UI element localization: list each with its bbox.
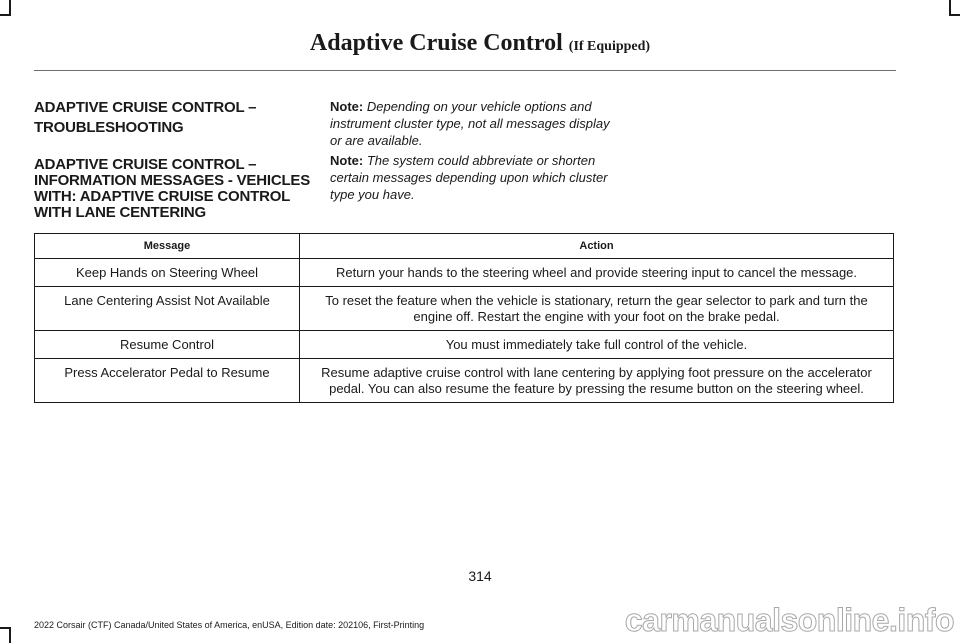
- action-cell: To reset the feature when the vehicle is stationary, return the gear selector to park and turn the engine off. Restart the engine with your foot on the brake pedal.: [300, 287, 894, 331]
- crop-mark-bottom-left-horizontal: [0, 627, 11, 629]
- table-row: [35, 331, 894, 359]
- header-divider: [34, 70, 896, 71]
- message-cell: Lane Centering Assist Not Available: [35, 287, 300, 331]
- note-2-label: Note:: [330, 153, 364, 168]
- table-row: [35, 287, 894, 331]
- message-cell: Resume Control: [35, 331, 300, 359]
- note-1-label: Note:: [330, 99, 364, 114]
- action-cell: You must immediately take full control of the vehicle.: [300, 331, 894, 359]
- crop-mark-top-right-horizontal: [949, 14, 960, 16]
- action-cell: Return your hands to the steering wheel and provide steering input to cancel the message.: [300, 259, 894, 287]
- table-row: [35, 359, 894, 403]
- page-number: 314: [468, 568, 492, 584]
- message-cell: Keep Hands on Steering Wheel: [35, 259, 300, 287]
- note-2: [330, 152, 620, 203]
- action-cell: Resume adaptive cruise control with lane centering by applying foot pressure on the accelerator pedal. You can also resume the feature by pressing the resume button on the steering wheel.: [300, 359, 894, 403]
- note-2-text: The system could abbreviate or shorten certain messages depending upon which cluster type you have.: [330, 153, 608, 202]
- crop-mark-top-left-horizontal: [0, 14, 11, 16]
- note-1: [330, 98, 620, 149]
- section-heading-continued: TROUBLESHOOTING: [34, 119, 184, 136]
- page-header-title: [0, 30, 960, 57]
- crop-mark-bottom-left-vertical: [9, 627, 11, 643]
- header-title-suffix: (If Equipped): [568, 39, 651, 54]
- note-1-text: Depending on your vehicle options and instrument cluster type, not all messages display or are available.: [330, 99, 610, 148]
- section-heading: ADAPTIVE CRUISE CONTROL –: [34, 99, 257, 116]
- subsection-heading: ADAPTIVE CRUISE CONTROL – INFORMATION MESSAGES - VEHICLES WITH: ADAPTIVE CRUISE CONTROL WITH LANE CENTERING: [34, 156, 311, 221]
- table-row: [35, 259, 894, 287]
- table-header-row: [35, 234, 894, 259]
- watermark: carmanualsonline.info: [624, 602, 954, 638]
- column-header-action: Action: [300, 234, 894, 259]
- footer-edition-info: 2022 Corsair (CTF) Canada/United States of America, enUSA, Edition date: 202106, First-Printing: [34, 620, 425, 630]
- message-cell: Press Accelerator Pedal to Resume: [35, 359, 300, 403]
- header-title-text: Adaptive Cruise Control: [309, 30, 563, 56]
- column-header-message: Message: [35, 234, 300, 259]
- information-messages-table: [34, 233, 894, 403]
